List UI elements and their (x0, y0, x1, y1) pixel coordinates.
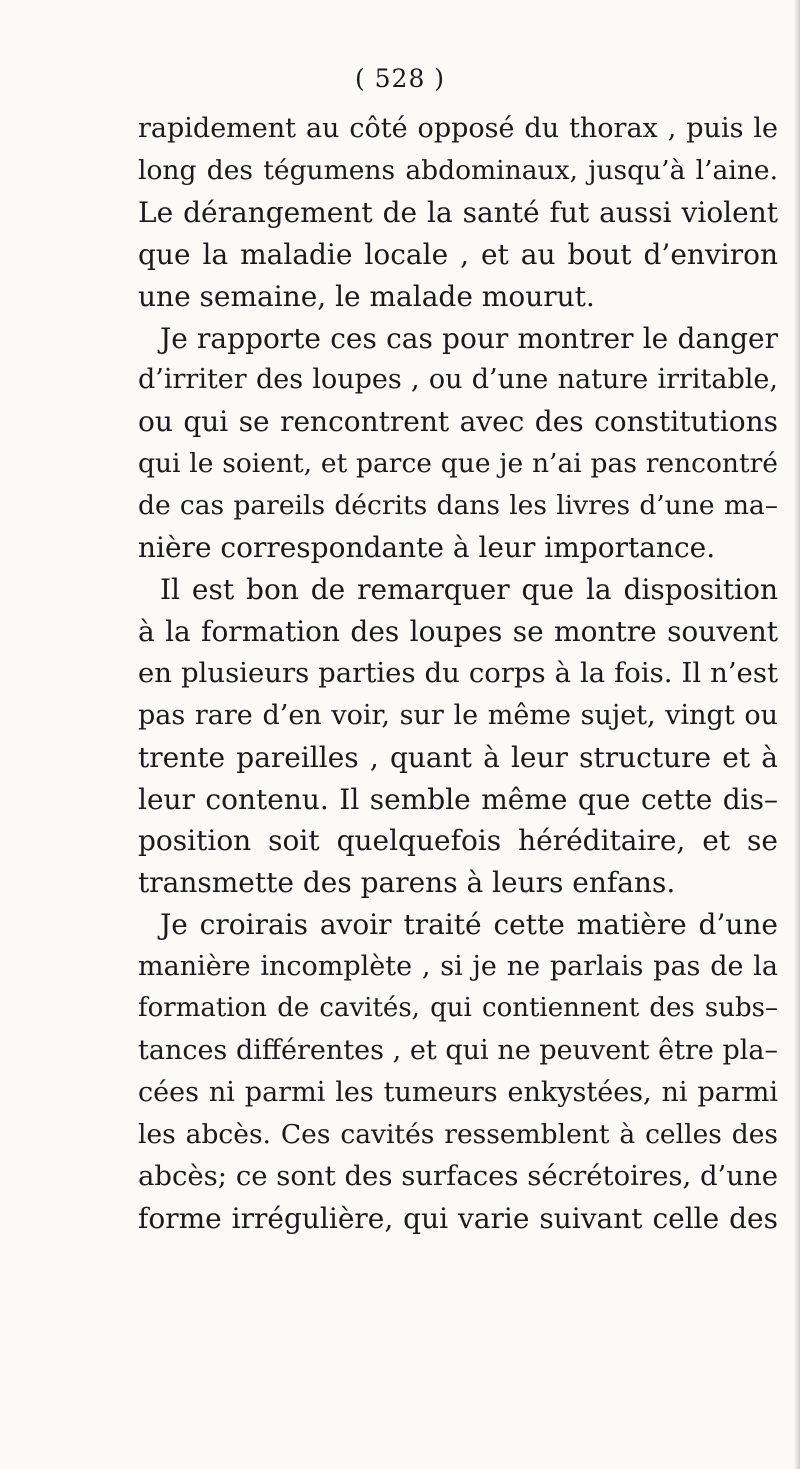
body-text (138, 108, 778, 1239)
text-line: position soit quelquefois héréditaire, et se (138, 824, 778, 858)
text-line: que la maladie locale , et au bout d’environ (138, 237, 778, 271)
text-line: une semaine, le malade mourut. (138, 279, 595, 313)
text-line: qui le soient, et parce que je n’ai pas rencontré (138, 448, 778, 480)
text-line: les abcès. Ces cavités ressemblent à celles des (138, 1118, 778, 1150)
text-line: Je rapporte ces cas pour montrer le danger (160, 321, 778, 355)
text-line: cées ni parmi les tumeurs enkystées, ni parmi (138, 1076, 778, 1108)
text-line: manière incomplète , si je ne parlais pas de la (138, 951, 778, 983)
text-line: abcès; ce sont des surfaces sécrétoires, d’une (138, 1159, 778, 1192)
text-line: Il est bon de remarquer que la disposition (160, 572, 778, 606)
text-line: formation de cavités, qui contiennent des subs– (138, 993, 778, 1024)
text-line: tances différentes , et qui ne peuvent être pla– (138, 1034, 778, 1066)
text-line: leur contenu. Il semble même que cette dis– (138, 782, 778, 816)
text-line: Le dérangement de la santé fut aussi violent (138, 195, 778, 229)
text-line: ou qui se rencontrent avec des constitutions (138, 405, 778, 439)
text-line: transmette des parens à leurs enfans. (138, 866, 676, 900)
page-number: ( 528 ) (354, 64, 446, 93)
text-line: d’irriter des loupes , ou d’une nature irritable, (138, 364, 778, 396)
page-edge-shadow (794, 0, 800, 1469)
text-line: nière correspondante à leur importance. (138, 531, 716, 565)
text-line: trente pareilles , quant à leur structure et à (138, 740, 778, 774)
text-line: forme irrégulière, qui varie suivant celle des (138, 1201, 778, 1235)
text-line: long des tégumens abdominaux, jusqu’à l’aine. (138, 154, 778, 186)
text-line: Je croirais avoir traité cette matière d’une (160, 908, 778, 942)
text-line: en plusieurs parties du corps à la fois. Il n’est (138, 656, 778, 689)
text-line: pas rare d’en voir, sur le même sujet, vingt ou (138, 699, 778, 731)
text-line: à la formation des loupes se montre souvent (138, 614, 778, 648)
text-line: de cas pareils décrits dans les livres d’une ma– (138, 490, 778, 522)
text-line: rapidement au côté opposé du thorax , puis le (138, 113, 778, 144)
